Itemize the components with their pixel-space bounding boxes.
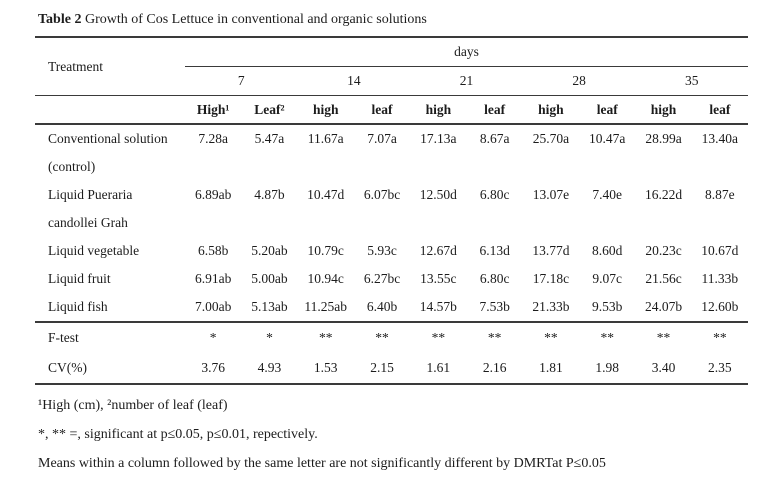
day-group-header: 7: [185, 67, 298, 96]
stat-value-cell: *: [241, 322, 297, 353]
stat-value-cell: **: [410, 322, 466, 353]
stat-value-cell: 1.81: [539, 360, 563, 375]
footnotes-block: [38, 391, 776, 478]
value-cell: 6.80c: [479, 271, 510, 286]
day-group-header: 35: [635, 67, 748, 96]
value-cell: 6.58b: [197, 243, 229, 258]
subheader-corner-cell: [35, 96, 185, 125]
stat-value-cell: 1.98: [595, 360, 620, 375]
header-row-days-label: [35, 37, 748, 67]
value-cell: 10.47a: [589, 131, 626, 146]
table-caption-text: Growth of Cos Lettuce in conventional and organic solutions: [81, 12, 427, 27]
value-cell: 7.28a: [198, 131, 228, 146]
treatment-row: [35, 124, 748, 181]
stat-label-cell: CV(%): [48, 360, 87, 375]
value-cell: 5.47a: [254, 131, 285, 146]
header-row-measures: [35, 96, 748, 125]
value-cell: 7.53b: [479, 299, 510, 314]
treatment-name-line: Liquid fruit: [48, 271, 111, 286]
stat-row: [35, 353, 748, 384]
treatment-column-header: Treatment: [35, 37, 185, 96]
table-caption: [38, 10, 776, 29]
value-cell: 8.67a: [479, 131, 510, 146]
value-cell: 7.40e: [592, 187, 623, 202]
value-cell: 5.00ab: [251, 271, 288, 286]
value-cell: 13.07e: [532, 187, 570, 202]
value-cell: 12.50d: [419, 187, 457, 202]
measure-header: leaf: [466, 96, 522, 125]
value-cell: 16.22d: [644, 187, 683, 202]
value-cell: 5.93c: [367, 243, 397, 258]
value-cell: 17.18c: [532, 271, 570, 286]
treatment-name-line: candollei Grah: [48, 215, 128, 230]
stat-value-cell: 2.15: [370, 360, 394, 375]
stat-value-cell: 3.40: [651, 360, 676, 375]
measure-header: high: [298, 96, 354, 125]
measure-header: leaf: [579, 96, 635, 125]
stat-value-cell: *: [185, 322, 241, 353]
value-cell: 13.55c: [420, 271, 457, 286]
treatment-name-cell: [35, 237, 185, 265]
measure-header: leaf: [692, 96, 748, 125]
treatment-name-cell: [35, 265, 185, 293]
treatment-row: [35, 181, 748, 237]
value-cell: 5.13ab: [251, 299, 288, 314]
value-cell: 8.87e: [705, 187, 735, 202]
stat-row: [35, 322, 748, 353]
treatment-name-cell: [35, 124, 185, 181]
measure-header: high: [523, 96, 579, 125]
stat-value-cell: 3.76: [201, 360, 225, 375]
value-cell: 10.47d: [307, 187, 345, 202]
value-cell: 12.67d: [419, 243, 457, 258]
measure-header: Leaf²: [241, 96, 297, 125]
measure-header: High¹: [185, 96, 241, 125]
treatment-name-line: (control): [48, 159, 96, 174]
treatment-name-line: Liquid fish: [48, 299, 108, 314]
value-cell: 11.33b: [701, 271, 739, 286]
value-cell: 14.57b: [419, 299, 457, 314]
treatment-name-line: Liquid Pueraria: [48, 187, 133, 202]
value-cell: 5.20ab: [251, 243, 288, 258]
value-cell: 4.87b: [254, 187, 285, 202]
treatment-row: [35, 265, 748, 293]
value-cell: 10.94c: [307, 271, 344, 286]
value-cell: 28.99a: [645, 131, 682, 146]
stat-value-cell: 1.61: [426, 360, 451, 375]
value-cell: 6.89ab: [194, 187, 232, 202]
table-caption-label: Table 2: [38, 12, 82, 27]
footnote: ¹High (cm), ²number of leaf (leaf): [38, 398, 228, 413]
stat-value-cell: **: [298, 322, 354, 353]
days-spanner-header: days: [185, 37, 748, 67]
day-group-header: 21: [410, 67, 523, 96]
value-cell: 25.70a: [532, 131, 570, 146]
treatment-name-line: Conventional solution: [48, 131, 168, 146]
value-cell: 21.33b: [532, 299, 570, 314]
value-cell: 11.67a: [307, 131, 344, 146]
stat-value-cell: 1.53: [313, 360, 338, 375]
stat-value-cell: **: [579, 322, 635, 353]
day-group-header: 28: [523, 67, 636, 96]
value-cell: 21.56c: [645, 271, 682, 286]
value-cell: 6.80c: [479, 187, 510, 202]
value-cell: 11.25ab: [304, 299, 348, 314]
treatment-name-cell: [35, 181, 185, 237]
value-cell: 10.79c: [307, 243, 344, 258]
value-cell: 24.07b: [644, 299, 683, 314]
value-cell: 9.07c: [592, 271, 623, 286]
treatment-row: [35, 293, 748, 322]
value-cell: 13.40a: [701, 131, 739, 146]
value-cell: 6.07bc: [363, 187, 401, 202]
value-cell: 6.40b: [366, 299, 398, 314]
measure-header: high: [635, 96, 691, 125]
value-cell: 7.00ab: [194, 299, 232, 314]
stat-label-cell: F-test: [35, 322, 185, 353]
footnote: Means within a column followed by the same letter are not significantly different by DMRTat P≤0.05: [38, 456, 606, 471]
stat-value-cell: 2.16: [482, 360, 507, 375]
value-cell: 13.77d: [532, 243, 570, 258]
treatment-name-line: Liquid vegetable: [48, 243, 140, 258]
growth-table: [35, 36, 748, 385]
measure-header: leaf: [354, 96, 410, 125]
value-cell: 6.27bc: [363, 271, 401, 286]
stat-value-cell: 4.93: [257, 360, 282, 375]
footnote: *, ** =, significant at p≤0.05, p≤0.01, repectively.: [38, 427, 318, 442]
value-cell: 6.91ab: [194, 271, 232, 286]
value-cell: 7.07a: [367, 131, 397, 146]
stat-value-cell: 2.35: [708, 360, 732, 375]
stat-value-cell: **: [523, 322, 579, 353]
stat-value-cell: **: [354, 322, 410, 353]
measure-header: high: [410, 96, 466, 125]
value-cell: 6.13d: [479, 243, 510, 258]
value-cell: 9.53b: [592, 299, 623, 314]
value-cell: 12.60b: [701, 299, 739, 314]
treatment-name-cell: [35, 293, 185, 322]
stat-value-cell: **: [692, 322, 748, 353]
stat-value-cell: **: [466, 322, 522, 353]
value-cell: 20.23c: [645, 243, 682, 258]
treatment-row: [35, 237, 748, 265]
value-cell: 17.13a: [420, 131, 457, 146]
value-cell: 8.60d: [592, 243, 623, 258]
day-group-header: 14: [298, 67, 411, 96]
value-cell: 10.67d: [701, 243, 739, 258]
stat-value-cell: **: [635, 322, 691, 353]
